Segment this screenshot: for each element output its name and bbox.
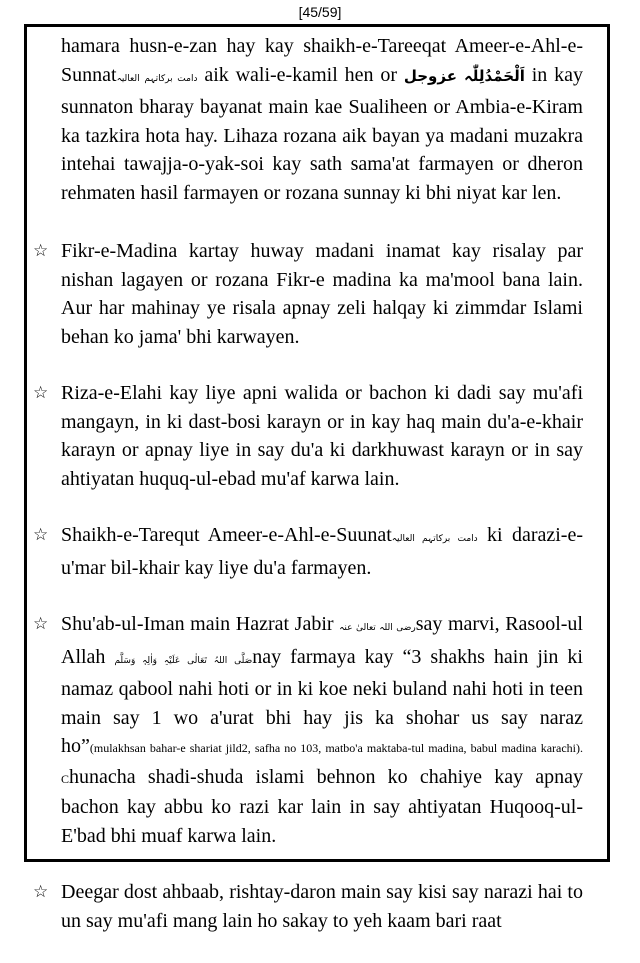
urdu-honorific: دامت برکاتہم العالیہ [391, 534, 478, 544]
bullet-text: Deegar dost ahbaab, rishtay-daron main say kisi say narazi hai to un say mu'afi mang lain ho sakay to yeh kaam bari raat [61, 881, 583, 932]
bullet-item-3 [33, 521, 583, 582]
intro-paragraph [33, 32, 583, 207]
bullet-item-5 [33, 878, 583, 935]
star-icon: ☆ [33, 241, 49, 261]
bullet-text-2: ki darazi-e-u'mar bil-khair kay liye du'a farmayen. [61, 524, 583, 579]
star-icon: ☆ [33, 882, 49, 902]
bullet-item-4 [33, 610, 583, 850]
star-icon: ☆ [33, 383, 49, 403]
urdu-honorific: دامت برکاتہم العالیہ [116, 73, 198, 84]
bullet-text-3: nay farmaya kay “3 shakhs hain jin ki namaz qabool nahi hoti or in ki koe neki buland nahi hoti in teen main say 1 wo a'urat bhi hay jis ka shohar us say naraz ho” [61, 645, 583, 757]
urdu-alhamdulillah: اَلْحَمْدُلِلّٰہ عزوجل [403, 66, 525, 85]
urdu-salutation: صَلَّی اللہُ تَعَالٰی عَلَیْہِ وَاٰلِہٖ وَسَلَّم [114, 655, 253, 666]
page-number: [45/59] [298, 4, 342, 20]
bullet-text-2: say marvi, Rasool-ul Allah [61, 613, 583, 668]
bullet-text-1: Shu'ab-ul-Iman main Hazrat Jabir [61, 613, 340, 635]
urdu-radiallah: رضی اللہ تعالیٰ عنہ [339, 623, 416, 633]
star-icon: ☆ [33, 614, 49, 634]
bullet-text: Riza-e-Elahi kay liye apni walida or bachon ki dadi say mu'afi mangayn, in ki dast-bosi karayn or in kay haq main du'a-e-khair karayn or apnay liye in say du'a ki darkhuwast karayn or in say ahtiyatan huquq-ul-ebad mu'af karwa lain. [61, 382, 583, 490]
intro-text-1: hamara husn-e-zan hay kay shaikh-e-Tareeqat Ameer-e-Ahl-e-Sunnat [61, 35, 583, 86]
star-icon: ☆ [33, 525, 49, 545]
document-body [33, 32, 583, 963]
bullet-text-4: hunacha shadi-shuda islami behnon ko chahiye kay apnay bachon kay abbu ko razi kar lain in say ahtiyatan Huqooq-ul-E'bad bhi muaf karwa lain. [61, 765, 583, 847]
bullet-text: Fikr-e-Madina kartay huway madani inamat kay risalay par nishan lagayen or rozana Fikr-e madina ka ma'mool bana lain. Aur har mahinay ye risala apnay zeli halqay ki zimmdar Islami behan ko jama' bhi karwayen. [61, 240, 583, 348]
intro-text-2: aik wali-e-kamil hen or [197, 63, 404, 86]
intro-text-3: in kay sunnaton bharay bayanat main kae Sualiheen or Ambia-e-Kiram ka tazkira hota hay. Lihaza rozana aik bayan ya madani muzakra intehai tawajja-o-yak-soi kay sath sama'at farmayen or dheron rehmaten hasil farmayen or rozana sunnay ki bhi niyat kar len. [61, 63, 583, 204]
bullet-text-1: Shaikh-e-Tarequt Ameer-e-Ahl-e-Suunat [61, 524, 392, 546]
bullet-item-1 [33, 237, 583, 351]
citation: (mulakhsan bahar-e shariat jild2, safha no 103, matbo'a maktaba-tul madina, babul madina karachi). C [61, 741, 583, 786]
bullet-item-2 [33, 379, 583, 493]
